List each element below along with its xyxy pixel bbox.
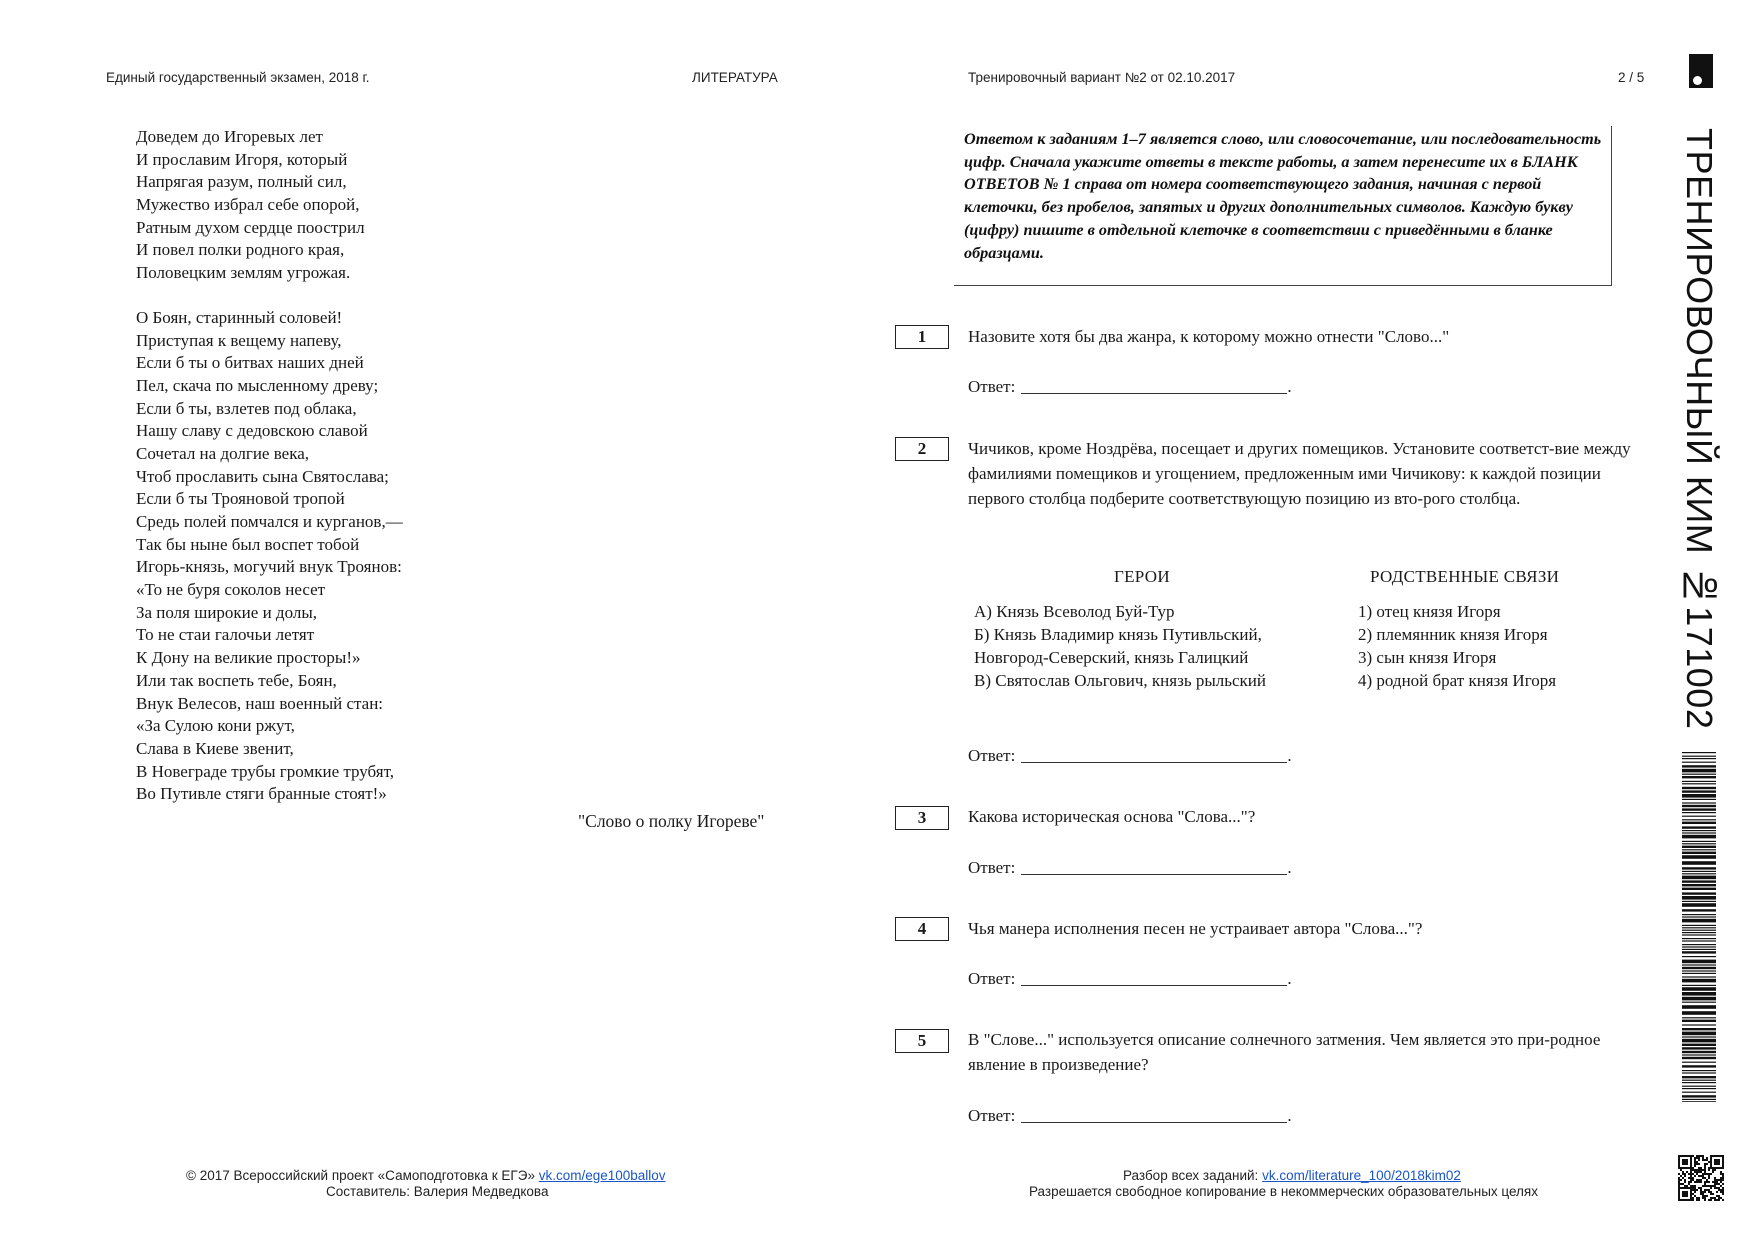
task-number-3: 3 bbox=[895, 806, 949, 830]
poem-line: Игорь-князь, могучий внук Троянов: bbox=[136, 557, 402, 577]
poem-line: И повел полки родного края, bbox=[136, 240, 345, 260]
instruction-box: Ответом к заданиям 1–7 является слово, или словосочетание, или последовательность цифр. Сначала укажите ответы в тексте работы, а затем перенесите их в БЛАНК ОТВЕТОВ № 1 справа от номера соответствующего задания, начиная с первой клеточки, без пробелов, запятых и других дополнительных символов. Каждую букву (цифру) пишите в отдельной клеточке в соответствии с приведёнными в бланке образцами. bbox=[954, 126, 1612, 286]
answer-end: . bbox=[1287, 1106, 1292, 1125]
answer-field-2[interactable] bbox=[968, 744, 1292, 766]
poem-line: Пел, скача по мысленному древу; bbox=[136, 375, 379, 395]
task-text-3: Какова историческая основа "Слова..."? bbox=[968, 807, 1256, 826]
answer-field-4[interactable] bbox=[968, 967, 1292, 989]
footer-review-label: Разбор всех заданий: bbox=[1123, 1168, 1259, 1183]
task-text-1: Назовите хотя бы два жанра, к которому можно отнести "Слово..." bbox=[968, 327, 1450, 346]
poem-line: Приступая к вещему напеву, bbox=[136, 330, 342, 350]
poem-line: Во Путивле стяги бранные стоят!» bbox=[136, 784, 387, 804]
poem-line: Нашу славу с дедовскою славой bbox=[136, 421, 368, 441]
poem-line: Половецким землям угрожая. bbox=[136, 263, 351, 283]
relation-item: 2) племянник князя Игоря bbox=[1358, 625, 1548, 644]
relations-list bbox=[1358, 600, 1556, 692]
qr-code-icon bbox=[1678, 1155, 1724, 1201]
answer-label: Ответ: bbox=[968, 1106, 1016, 1125]
hero-item: Новгород-Северский, князь Галицкий bbox=[974, 648, 1249, 667]
variant-vertical-title: ТРЕНИРОВОЧНЫЙ КИМ №171002 bbox=[1679, 128, 1720, 730]
answer-field-1[interactable] bbox=[968, 375, 1292, 397]
poem-line: О Боян, старинный соловей! bbox=[136, 307, 343, 327]
poem-line: Если б ты Трояновой тропой bbox=[136, 489, 345, 509]
heroes-list bbox=[974, 600, 1266, 692]
poem-excerpt bbox=[136, 126, 576, 806]
page-number: 2 / 5 bbox=[1618, 70, 1645, 85]
poem-line: За поля широкие и долы, bbox=[136, 602, 318, 622]
footer-author: Составитель: Валерия Медведкова bbox=[326, 1184, 549, 1199]
answer-end: . bbox=[1287, 858, 1292, 877]
poem-line: «За Сулою кони ржут, bbox=[136, 716, 295, 736]
footer-project-link[interactable]: vk.com/ege100ballov bbox=[538, 1168, 666, 1183]
relation-item: 1) отец князя Игоря bbox=[1358, 602, 1501, 621]
poem-line: То не стаи галочьи летят bbox=[136, 625, 315, 645]
poem-line: Чтоб прославить сына Святослава; bbox=[136, 466, 389, 486]
header-variant: Тренировочный вариант №2 от 02.10.2017 bbox=[968, 70, 1236, 85]
poem-line: В Новеграде трубы громкие трубят, bbox=[136, 761, 395, 781]
footer-review bbox=[1123, 1168, 1461, 1184]
relation-item: 3) сын князя Игоря bbox=[1358, 648, 1497, 667]
answer-label: Ответ: bbox=[968, 746, 1016, 765]
footer-project-text: © 2017 Всероссийский проект «Самоподготовка к ЕГЭ» bbox=[186, 1168, 535, 1183]
relation-item: 4) родной брат князя Игоря bbox=[1358, 671, 1557, 690]
task-text-5: В "Слове..." используется описание солнечного затмения. Чем является это при-родное явление в произведение? bbox=[968, 1030, 1601, 1074]
footer-copyright-note: Разрешается свободное копирование в некоммерческих образовательных целях bbox=[1029, 1184, 1538, 1199]
footer-review-link[interactable]: vk.com/literature_100/2018kim02 bbox=[1262, 1168, 1461, 1183]
header-exam-title: Единый государственный экзамен, 2018 г. bbox=[106, 70, 370, 85]
poem-line: Напрягая разум, полный сил, bbox=[136, 172, 347, 192]
poem-source: "Слово о полку Игореве" bbox=[578, 811, 765, 831]
poem-line: Слава в Киеве звенит, bbox=[136, 738, 294, 758]
task-text-2: Чичиков, кроме Ноздрёва, посещает и других помещиков. Установите соответст-вие между фамилиями помещиков и угощением, предложенным ими Чичикову: к каждой позиции первого столбца подберите соответствующую позицию из вто-рого столбца. bbox=[968, 439, 1631, 508]
answer-field-3[interactable] bbox=[968, 856, 1292, 878]
poem-line: «То не буря соколов несет bbox=[136, 580, 326, 600]
answer-end: . bbox=[1287, 746, 1292, 765]
answer-label: Ответ: bbox=[968, 858, 1016, 877]
hero-item: А) Князь Всеволод Буй-Тур bbox=[974, 602, 1175, 621]
answer-end: . bbox=[1287, 377, 1292, 396]
task-number-4: 4 bbox=[895, 917, 949, 941]
heroes-column-header: ГЕРОИ bbox=[1114, 567, 1170, 586]
poem-line: Или так воспеть тебе, Боян, bbox=[136, 670, 337, 690]
header-subject: ЛИТЕРАТУРА bbox=[692, 70, 778, 85]
hero-item: Б) Князь Владимир князь Путивльский, bbox=[974, 625, 1262, 644]
poem-line: И прославим Игоря, который bbox=[136, 149, 348, 169]
answer-field-5[interactable] bbox=[968, 1104, 1292, 1126]
task-number-2: 2 bbox=[895, 437, 949, 461]
poem-line: Средь полей помчался и курганов,— bbox=[136, 512, 403, 531]
task-text-4: Чья манера исполнения песен не устраивает автора "Слова..."? bbox=[968, 919, 1423, 938]
task-number-5: 5 bbox=[895, 1029, 949, 1053]
task-number-1: 1 bbox=[895, 325, 949, 349]
answer-end: . bbox=[1287, 969, 1292, 988]
poem-line: К Дону на великие просторы!» bbox=[136, 648, 361, 668]
poem-line: Сочетал на долгие века, bbox=[136, 443, 309, 463]
poem-stanza-2 bbox=[136, 307, 576, 806]
footer-project bbox=[186, 1168, 666, 1184]
hero-item: В) Святослав Ольгович, князь рыльский bbox=[974, 671, 1266, 690]
poem-line: Если б ты, взлетев под облака, bbox=[136, 398, 357, 418]
corner-marker-icon bbox=[1689, 54, 1713, 88]
poem-line: Мужество избрал себе опорой, bbox=[136, 195, 360, 215]
answer-label: Ответ: bbox=[968, 377, 1016, 396]
poem-stanza-1 bbox=[136, 126, 576, 285]
poem-line: Ратным духом сердце поострил bbox=[136, 217, 365, 237]
relations-column-header: РОДСТВЕННЫЕ СВЯЗИ bbox=[1370, 567, 1560, 586]
poem-line: Внук Велесов, наш военный стан: bbox=[136, 693, 384, 713]
barcode-icon bbox=[1682, 752, 1716, 1102]
answer-label: Ответ: bbox=[968, 969, 1016, 988]
poem-line: Так бы ныне был воспет тобой bbox=[136, 534, 360, 554]
poem-line: Доведем до Игоревых лет bbox=[136, 127, 323, 146]
poem-line: Если б ты о битвах наших дней bbox=[136, 353, 364, 373]
